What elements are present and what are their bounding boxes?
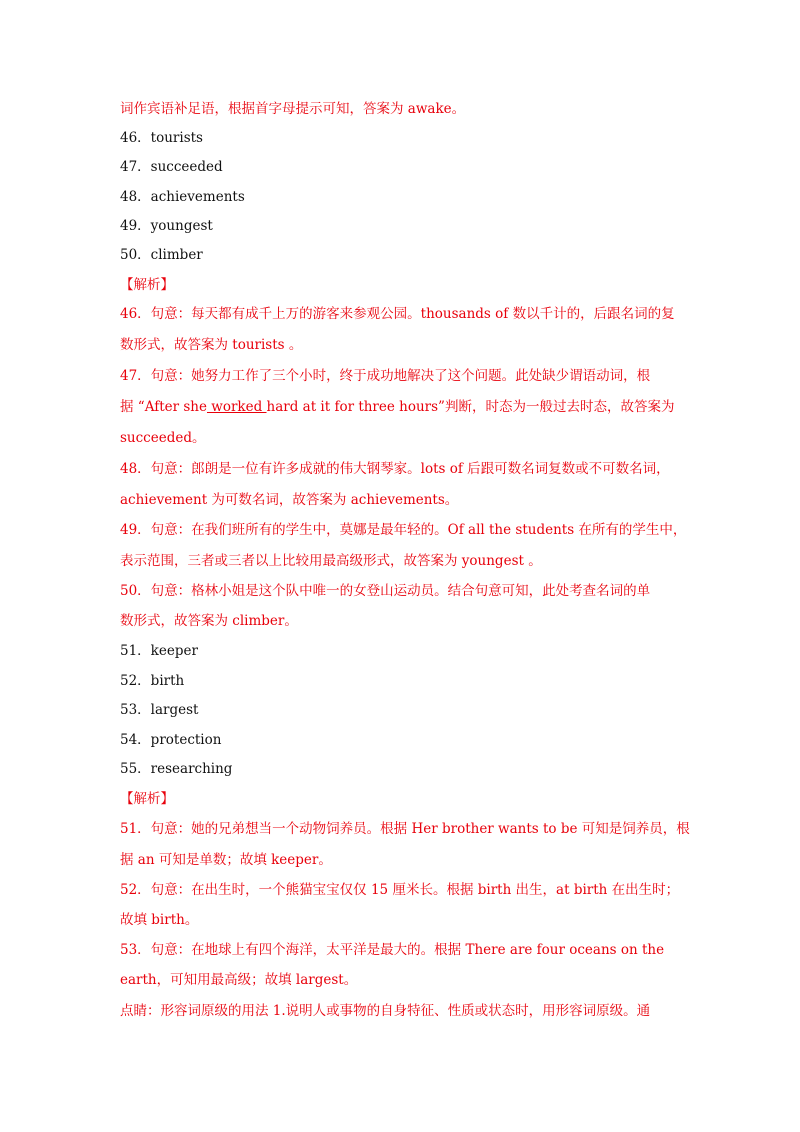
explanation-47-line1: 47．句意：她努力工作了三个小时，终于成功地解决了这个问题。此处缺少谓语动词，根 [120, 368, 651, 384]
answer-46: 46．tourists [120, 130, 203, 146]
analysis-heading: 【解析】 [120, 791, 174, 807]
explanation-49-line1: 49．句意：在我们班所有的学生中，莫娜是最年轻的。Of all the students 在所有的学生中， [120, 522, 687, 538]
explanation-52-line2: 故填 birth。 [120, 912, 199, 928]
explanation-47-line3: succeeded。 [120, 430, 206, 446]
explanation-50-line1: 50．句意：格林小姐是这个队中唯一的女登山运动员。结合句意可知，此处考查名词的单 [120, 583, 651, 599]
answer-52: 52．birth [120, 673, 185, 689]
explanation-53-line1: 53．句意：在地球上有四个海洋，太平洋是最大的。根据 There are four oceans on the [120, 942, 665, 958]
explanation-49-line2: 表示范围，三者或三者以上比较用最高级形式，故答案为 youngest 。 [120, 553, 542, 569]
answer-55: 55．researching [120, 761, 233, 777]
answer-50: 50．climber [120, 247, 203, 263]
explanation-47-text-after: hard at it for three hours”判断，时态为一般过去时态，故答案为 [266, 399, 675, 415]
explanation-51-line2: 据 an 可知是单数；故填 keeper。 [120, 852, 332, 868]
answer-53: 53．largest [120, 702, 199, 718]
explanation-47-text-before: 据 “After she [120, 399, 207, 415]
explanation-52-line1: 52．句意：在出生时，一个熊猫宝宝仅仅 15 厘米长。根据 birth 出生，at birth 在出生时； [120, 882, 680, 898]
explanation-50-line2: 数形式，故答案为 climber。 [120, 613, 298, 629]
answer-49: 49．youngest [120, 218, 213, 234]
explanation-48-line1: 48．句意：郎朗是一位有许多成就的伟大钢琴家。lots of 后跟可数名词复数或不可数名词， [120, 461, 670, 477]
explanation-46-line2: 数形式，故答案为 tourists 。 [120, 337, 303, 353]
explanation-51-line1: 51．句意：她的兄弟想当一个动物饲养员。根据 Her brother wants to be 可知是饲养员，根 [120, 821, 690, 837]
answer-48: 48．achievements [120, 189, 245, 205]
underlined-blank: worked [206, 399, 267, 415]
answer-54: 54．protection [120, 732, 222, 748]
answer-51: 51．keeper [120, 643, 198, 659]
explanation-47-line2 [120, 398, 680, 416]
explanation-48-line2: achievement 为可数名词，故答案为 achievements。 [120, 492, 459, 508]
answer-47: 47．succeeded [120, 159, 223, 175]
explanation-line: 词作宾语补足语，根据首字母提示可知，答案为 awake。 [120, 101, 466, 117]
tip-line: 点睛：形容词原级的用法 1.说明人或事物的自身特征、性质或状态时，用形容词原级。通 [120, 1003, 651, 1019]
analysis-heading: 【解析】 [120, 277, 174, 293]
explanation-46-line1: 46．句意：每天都有成千上万的游客来参观公园。thousands of 数以千计的，后跟名词的复 [120, 306, 675, 322]
explanation-53-line2: earth，可知用最高级；故填 largest。 [120, 972, 358, 988]
